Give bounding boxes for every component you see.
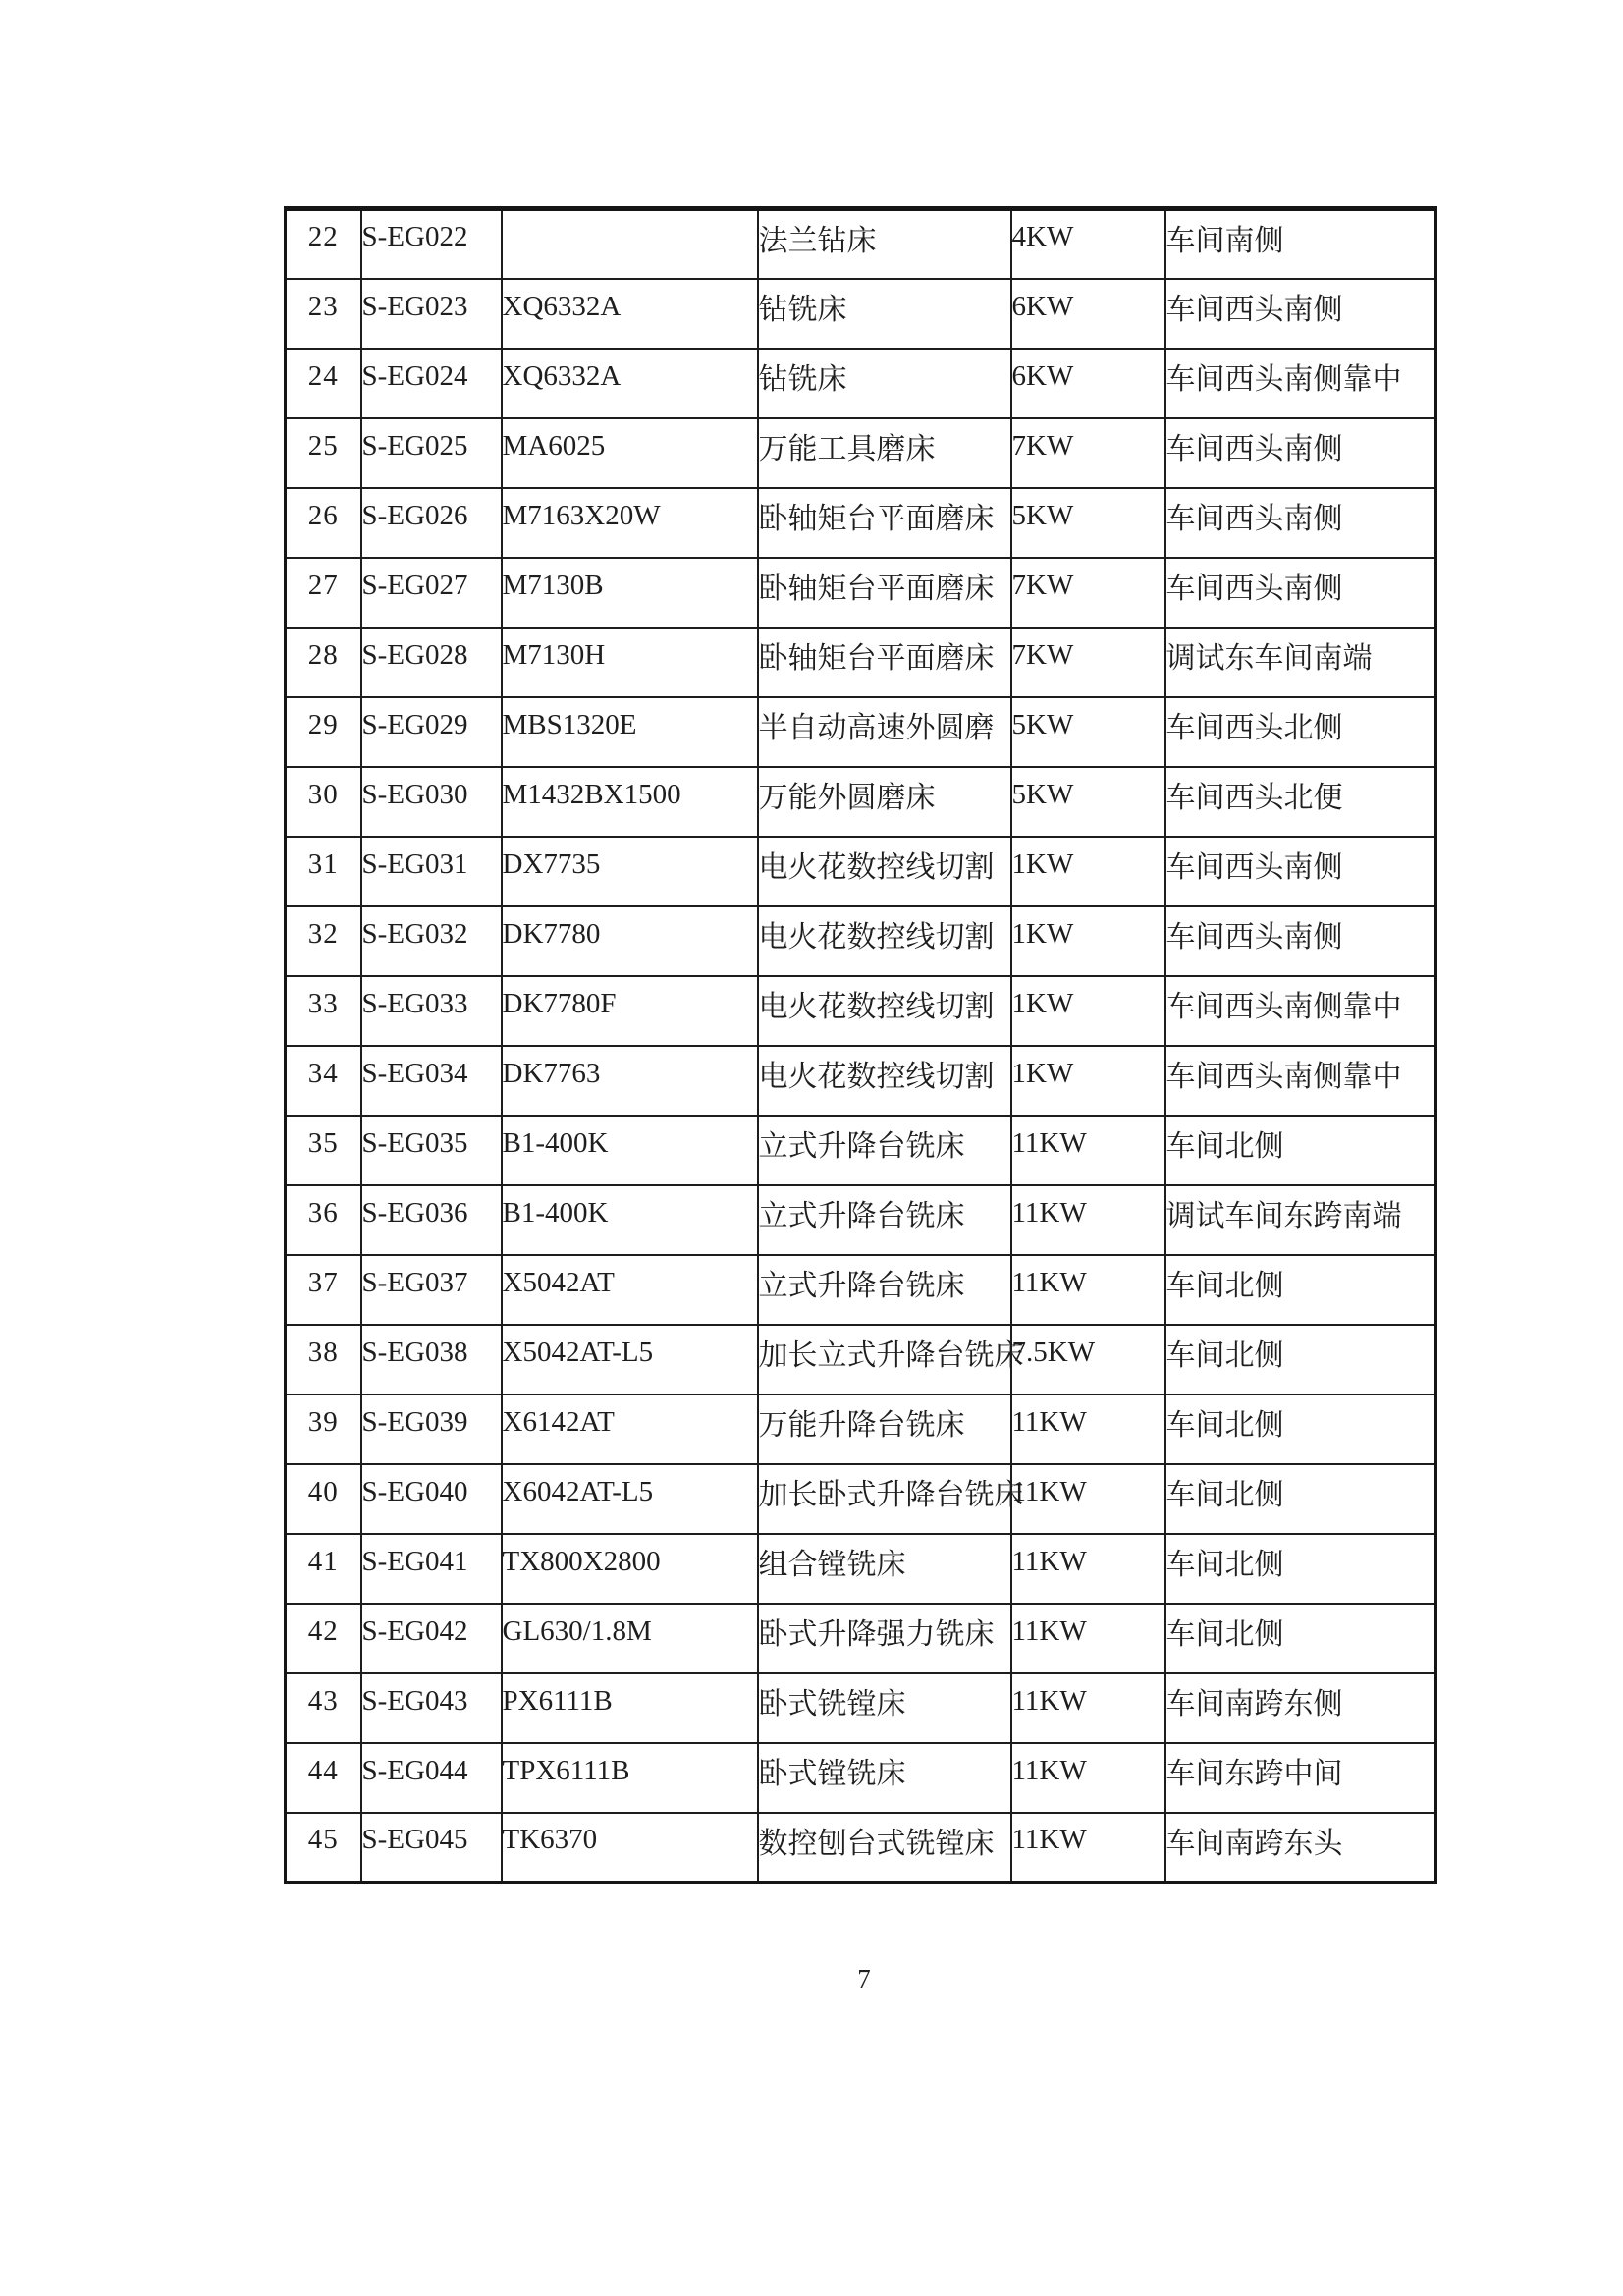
- cell-row-number: 38: [286, 1325, 361, 1394]
- cell-location: 车间西头南侧: [1165, 558, 1436, 628]
- table-row: [286, 1464, 1436, 1534]
- cell-model: M1432BX1500: [502, 767, 758, 837]
- cell-location: 车间南侧: [1165, 209, 1436, 279]
- cell-equipment-code: S-EG037: [361, 1255, 502, 1325]
- cell-equipment-code: S-EG031: [361, 837, 502, 906]
- cell-power: 11KW: [1011, 1673, 1165, 1743]
- table-row: [286, 1534, 1436, 1604]
- table-row: [286, 976, 1436, 1046]
- cell-row-number: 29: [286, 697, 361, 767]
- cell-location: 车间西头南侧: [1165, 837, 1436, 906]
- cell-power: 4KW: [1011, 209, 1165, 279]
- cell-row-number: 22: [286, 209, 361, 279]
- cell-equipment-code: S-EG029: [361, 697, 502, 767]
- cell-model: X5042AT: [502, 1255, 758, 1325]
- cell-model: TPX6111B: [502, 1743, 758, 1813]
- cell-equipment-code: S-EG043: [361, 1673, 502, 1743]
- cell-equipment-name: 立式升降台铣床: [758, 1116, 1011, 1185]
- cell-location: 车间西头南侧: [1165, 488, 1436, 558]
- cell-row-number: 40: [286, 1464, 361, 1534]
- table-row: [286, 558, 1436, 628]
- cell-row-number: 25: [286, 418, 361, 488]
- cell-model: DX7735: [502, 837, 758, 906]
- cell-location: 车间西头南侧: [1165, 418, 1436, 488]
- cell-equipment-code: S-EG038: [361, 1325, 502, 1394]
- table-row: [286, 1604, 1436, 1673]
- cell-power: 11KW: [1011, 1464, 1165, 1534]
- cell-model: XQ6332A: [502, 349, 758, 418]
- cell-equipment-code: S-EG042: [361, 1604, 502, 1673]
- equipment-table: [284, 206, 1437, 1884]
- cell-model: M7130B: [502, 558, 758, 628]
- cell-model: B1-400K: [502, 1185, 758, 1255]
- cell-equipment-code: S-EG034: [361, 1046, 502, 1116]
- cell-power: 1KW: [1011, 976, 1165, 1046]
- cell-power: 1KW: [1011, 906, 1165, 976]
- cell-power: 7.5KW: [1011, 1325, 1165, 1394]
- cell-power: 6KW: [1011, 349, 1165, 418]
- cell-power: 7KW: [1011, 418, 1165, 488]
- cell-equipment-name: 卧式铣镗床: [758, 1673, 1011, 1743]
- cell-model: MA6025: [502, 418, 758, 488]
- cell-power: 7KW: [1011, 628, 1165, 697]
- cell-equipment-name: 卧式升降强力铣床: [758, 1604, 1011, 1673]
- cell-location: 车间西头南侧靠中: [1165, 976, 1436, 1046]
- table-row: [286, 488, 1436, 558]
- cell-power: 11KW: [1011, 1185, 1165, 1255]
- cell-power: 5KW: [1011, 488, 1165, 558]
- cell-equipment-code: S-EG023: [361, 279, 502, 349]
- cell-location: 车间北侧: [1165, 1116, 1436, 1185]
- table-row: [286, 279, 1436, 349]
- cell-equipment-code: S-EG032: [361, 906, 502, 976]
- cell-equipment-code: S-EG026: [361, 488, 502, 558]
- cell-row-number: 31: [286, 837, 361, 906]
- cell-power: 11KW: [1011, 1604, 1165, 1673]
- cell-model: M7163X20W: [502, 488, 758, 558]
- cell-location: 车间北侧: [1165, 1604, 1436, 1673]
- cell-location: 车间西头北侧: [1165, 697, 1436, 767]
- cell-equipment-code: S-EG028: [361, 628, 502, 697]
- table-row: [286, 767, 1436, 837]
- table-row: [286, 1743, 1436, 1813]
- cell-power: 1KW: [1011, 837, 1165, 906]
- cell-location: 车间西头北便: [1165, 767, 1436, 837]
- cell-power: 11KW: [1011, 1534, 1165, 1604]
- cell-row-number: 39: [286, 1394, 361, 1464]
- cell-equipment-name: 电火花数控线切割: [758, 906, 1011, 976]
- table-row: [286, 349, 1436, 418]
- cell-model: X6042AT-L5: [502, 1464, 758, 1534]
- table-row: [286, 837, 1436, 906]
- cell-power: 11KW: [1011, 1116, 1165, 1185]
- cell-power: 11KW: [1011, 1743, 1165, 1813]
- cell-equipment-code: S-EG027: [361, 558, 502, 628]
- cell-equipment-name: 卧轴矩台平面磨床: [758, 628, 1011, 697]
- table-row: [286, 1813, 1436, 1883]
- cell-row-number: 33: [286, 976, 361, 1046]
- table-row: [286, 1325, 1436, 1394]
- cell-location: 调试东车间南端: [1165, 628, 1436, 697]
- cell-model: DK7763: [502, 1046, 758, 1116]
- cell-equipment-name: 半自动高速外圆磨: [758, 697, 1011, 767]
- cell-equipment-name: 万能升降台铣床: [758, 1394, 1011, 1464]
- cell-row-number: 28: [286, 628, 361, 697]
- table-row: [286, 1255, 1436, 1325]
- cell-location: 车间北侧: [1165, 1464, 1436, 1534]
- cell-location: 车间南跨东头: [1165, 1813, 1436, 1883]
- cell-model: PX6111B: [502, 1673, 758, 1743]
- cell-location: 调试车间东跨南端: [1165, 1185, 1436, 1255]
- cell-equipment-name: 卧轴矩台平面磨床: [758, 488, 1011, 558]
- table-row: [286, 906, 1436, 976]
- table-row: [286, 1185, 1436, 1255]
- cell-row-number: 36: [286, 1185, 361, 1255]
- cell-model: X6142AT: [502, 1394, 758, 1464]
- table-row: [286, 628, 1436, 697]
- table-row: [286, 697, 1436, 767]
- cell-equipment-name: 组合镗铣床: [758, 1534, 1011, 1604]
- cell-equipment-code: S-EG025: [361, 418, 502, 488]
- cell-equipment-name: 钻铣床: [758, 279, 1011, 349]
- cell-equipment-name: 数控刨台式铣镗床: [758, 1813, 1011, 1883]
- cell-model: X5042AT-L5: [502, 1325, 758, 1394]
- table-row: [286, 418, 1436, 488]
- cell-row-number: 43: [286, 1673, 361, 1743]
- cell-row-number: 45: [286, 1813, 361, 1883]
- cell-equipment-name: 万能外圆磨床: [758, 767, 1011, 837]
- cell-equipment-name: 法兰钻床: [758, 209, 1011, 279]
- cell-equipment-code: S-EG039: [361, 1394, 502, 1464]
- cell-row-number: 23: [286, 279, 361, 349]
- cell-equipment-code: S-EG044: [361, 1743, 502, 1813]
- cell-power: 11KW: [1011, 1255, 1165, 1325]
- cell-equipment-code: S-EG030: [361, 767, 502, 837]
- cell-power: 11KW: [1011, 1813, 1165, 1883]
- cell-equipment-name: 加长立式升降台铣床: [758, 1325, 1011, 1394]
- cell-location: 车间西头南侧: [1165, 279, 1436, 349]
- cell-power: 1KW: [1011, 1046, 1165, 1116]
- cell-equipment-name: 钻铣床: [758, 349, 1011, 418]
- cell-model: XQ6332A: [502, 279, 758, 349]
- cell-equipment-name: 加长卧式升降台铣床: [758, 1464, 1011, 1534]
- cell-row-number: 37: [286, 1255, 361, 1325]
- cell-location: 车间北侧: [1165, 1394, 1436, 1464]
- cell-power: 7KW: [1011, 558, 1165, 628]
- cell-equipment-name: 电火花数控线切割: [758, 1046, 1011, 1116]
- cell-model: [502, 209, 758, 279]
- cell-model: TK6370: [502, 1813, 758, 1883]
- cell-model: MBS1320E: [502, 697, 758, 767]
- cell-equipment-code: S-EG035: [361, 1116, 502, 1185]
- cell-equipment-code: S-EG041: [361, 1534, 502, 1604]
- cell-location: 车间西头南侧靠中: [1165, 1046, 1436, 1116]
- table-row: [286, 1116, 1436, 1185]
- cell-location: 车间西头南侧: [1165, 906, 1436, 976]
- cell-equipment-code: S-EG045: [361, 1813, 502, 1883]
- cell-model: DK7780F: [502, 976, 758, 1046]
- cell-row-number: 35: [286, 1116, 361, 1185]
- cell-equipment-name: 卧式镗铣床: [758, 1743, 1011, 1813]
- equipment-table-body: [286, 209, 1436, 1883]
- cell-power: 5KW: [1011, 767, 1165, 837]
- cell-equipment-code: S-EG036: [361, 1185, 502, 1255]
- cell-location: 车间西头南侧靠中: [1165, 349, 1436, 418]
- cell-equipment-code: S-EG022: [361, 209, 502, 279]
- cell-equipment-name: 立式升降台铣床: [758, 1185, 1011, 1255]
- cell-equipment-name: 卧轴矩台平面磨床: [758, 558, 1011, 628]
- cell-model: M7130H: [502, 628, 758, 697]
- table-row: [286, 209, 1436, 279]
- cell-row-number: 41: [286, 1534, 361, 1604]
- cell-model: B1-400K: [502, 1116, 758, 1185]
- cell-equipment-code: S-EG040: [361, 1464, 502, 1534]
- cell-equipment-name: 电火花数控线切割: [758, 837, 1011, 906]
- cell-equipment-name: 电火花数控线切割: [758, 976, 1011, 1046]
- table-row: [286, 1394, 1436, 1464]
- cell-location: 车间北侧: [1165, 1325, 1436, 1394]
- table-row: [286, 1673, 1436, 1743]
- cell-row-number: 30: [286, 767, 361, 837]
- cell-power: 11KW: [1011, 1394, 1165, 1464]
- cell-model: GL630/1.8M: [502, 1604, 758, 1673]
- cell-model: DK7780: [502, 906, 758, 976]
- cell-location: 车间北侧: [1165, 1255, 1436, 1325]
- cell-row-number: 32: [286, 906, 361, 976]
- cell-row-number: 26: [286, 488, 361, 558]
- cell-row-number: 42: [286, 1604, 361, 1673]
- cell-equipment-code: S-EG024: [361, 349, 502, 418]
- cell-location: 车间东跨中间: [1165, 1743, 1436, 1813]
- cell-power: 5KW: [1011, 697, 1165, 767]
- page-number: 7: [857, 1964, 871, 1994]
- cell-location: 车间南跨东侧: [1165, 1673, 1436, 1743]
- cell-row-number: 44: [286, 1743, 361, 1813]
- table-row: [286, 1046, 1436, 1116]
- cell-equipment-name: 万能工具磨床: [758, 418, 1011, 488]
- cell-equipment-name: 立式升降台铣床: [758, 1255, 1011, 1325]
- cell-model: TX800X2800: [502, 1534, 758, 1604]
- cell-row-number: 24: [286, 349, 361, 418]
- cell-equipment-code: S-EG033: [361, 976, 502, 1046]
- cell-row-number: 27: [286, 558, 361, 628]
- cell-location: 车间北侧: [1165, 1534, 1436, 1604]
- cell-row-number: 34: [286, 1046, 361, 1116]
- cell-power: 6KW: [1011, 279, 1165, 349]
